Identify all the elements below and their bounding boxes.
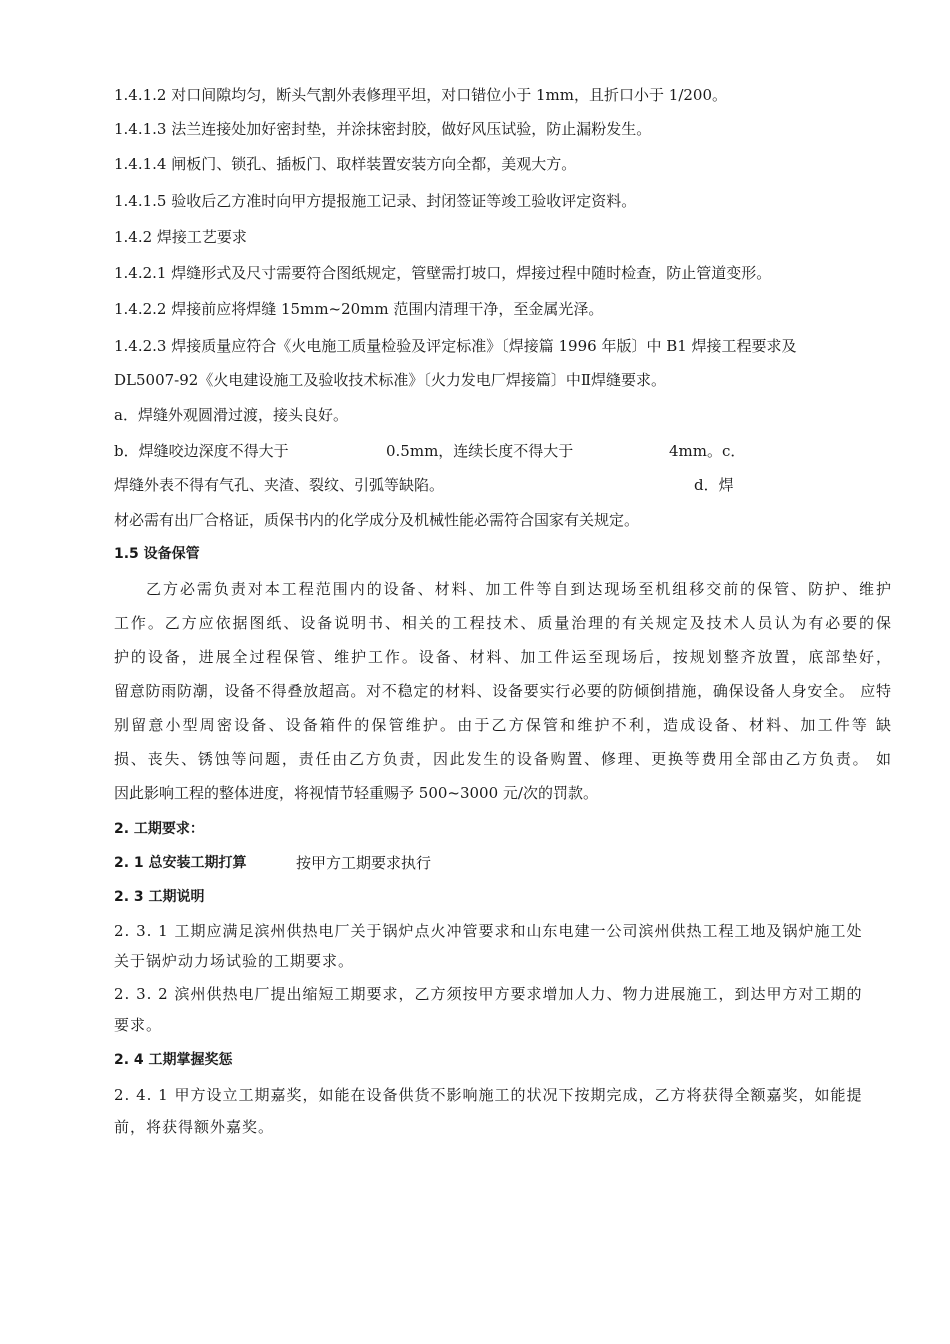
clause-2-3-2-cont: 要求。 bbox=[114, 1016, 163, 1034]
clause-2-4-1: 2. 4. 1 甲方设立工期嘉奖，如能在设备供货不影响施工的状况下按期完成，乙方将获得全额嘉奖，如能提 bbox=[114, 1086, 863, 1104]
item-b-part3: 4mm。c． bbox=[669, 442, 746, 460]
para-line-5: 别留意小型周密设备、设备箱件的保管维护。由于乙方保管和维护不利，造成设备、材料、加工件等 缺 bbox=[114, 716, 891, 734]
para-line-4: 留意防雨防潮，设备不得叠放超高。对不稳定的材料、设备要实行必要的防倾倒措施，确保设备人身安全。 应特 bbox=[114, 682, 891, 700]
clause-1-4-1-2: 1.4.1.2 对口间隙均匀，断头气割外表修理平坦，对口错位小于 1mm，且折口小于 1/200。 bbox=[114, 86, 728, 104]
heading-2-1-value: 按甲方工期要求执行 bbox=[296, 854, 432, 872]
heading-2-3: 2. 3 工期说明 bbox=[114, 889, 205, 905]
heading-2: 2. 工期要求： bbox=[114, 821, 204, 837]
para-line-2: 工作。乙方应依据图纸、设备说明书、相关的工程技术、质量治理的有关规定及技术人员认为有必要的保 bbox=[114, 614, 891, 632]
para-line-7: 因此影响工程的整体进度，将视情节轻重赐予 500~3000 元/次的罚款。 bbox=[114, 784, 598, 802]
clause-2-3-2: 2. 3. 2 滨州供热电厂提出缩短工期要求，乙方须按甲方要求增加人力、物力进展施工，到达甲方对工期的 bbox=[114, 985, 863, 1003]
clause-1-4-1-4: 1.4.1.4 闸板门、锁孔、插板门、取样装置安装方向全都，美观大方。 bbox=[114, 155, 577, 173]
clause-2-3-1-cont: 关于锅炉动力场试验的工期要求。 bbox=[114, 952, 355, 970]
item-d-cont: 材必需有出厂合格证，质保书内的化学成分及机械性能必需符合国家有关规定。 bbox=[114, 511, 640, 529]
item-c-text: 焊缝外表不得有气孔、夹渣、裂纹、引弧等缺陷。 bbox=[114, 476, 445, 494]
clause-1-4-1-5: 1.4.1.5 验收后乙方准时向甲方提报施工记录、封闭签证等竣工验收评定资料。 bbox=[114, 192, 637, 210]
clause-1-4-2-3: 1.4.2.3 焊接质量应符合《火电施工质量检验及评定标准》〔焊接篇 1996 年版〕中 B1 焊接工程要求及 bbox=[114, 337, 797, 355]
item-a: a．焊缝外观圆滑过渡，接头良好。 bbox=[114, 406, 348, 424]
para-line-3: 护的设备，进展全过程保管、维护工作。设备、材料、加工件运至现场后，按规划整齐放置，底部垫好， bbox=[114, 648, 891, 666]
item-d-start: d．焊 bbox=[694, 476, 734, 494]
clause-1-4-2-3-cont: DL5007-92《火电建设施工及验收技术标准》〔火力发电厂焊接篇〕中Ⅱ焊缝要求。 bbox=[114, 371, 667, 389]
heading-1-4-2: 1.4.2 焊接工艺要求 bbox=[114, 228, 247, 246]
para-line-1: 乙方必需负责对本工程范围内的设备、材料、加工件等自到达现场至机组移交前的保管、防护、维护 bbox=[146, 580, 891, 598]
clause-2-4-1-cont: 前，将获得额外嘉奖。 bbox=[114, 1118, 275, 1136]
clause-1-4-2-2: 1.4.2.2 焊接前应将焊缝 15mm~20mm 范围内清理干净，至金属光泽。 bbox=[114, 300, 604, 318]
heading-2-1: 2. 1 总安装工期打算 bbox=[114, 855, 247, 871]
item-b-part2: 0.5mm，连续长度不得大于 bbox=[386, 442, 574, 460]
clause-2-3-1: 2. 3. 1 工期应满足滨州供热电厂关于锅炉点火冲管要求和山东电建一公司滨州供热工程工地及锅炉施工处 bbox=[114, 922, 863, 940]
heading-2-4: 2. 4 工期掌握奖惩 bbox=[114, 1052, 233, 1068]
clause-1-4-1-3: 1.4.1.3 法兰连接处加好密封垫，并涂抹密封胶，做好风压试验，防止漏粉发生。 bbox=[114, 120, 652, 138]
item-b-part1: b．焊缝咬边深度不得大于 bbox=[114, 442, 289, 460]
clause-1-4-2-1: 1.4.2.1 焊缝形式及尺寸需要符合图纸规定，管壁需打坡口，焊接过程中随时检查，防止管道变形。 bbox=[114, 264, 772, 282]
para-line-6: 损、丧失、锈蚀等问题，责任由乙方负责，因此发生的设备购置、修理、更换等费用全部由乙方负责。 如 bbox=[114, 750, 891, 768]
heading-1-5: 1.5 设备保管 bbox=[114, 546, 200, 562]
